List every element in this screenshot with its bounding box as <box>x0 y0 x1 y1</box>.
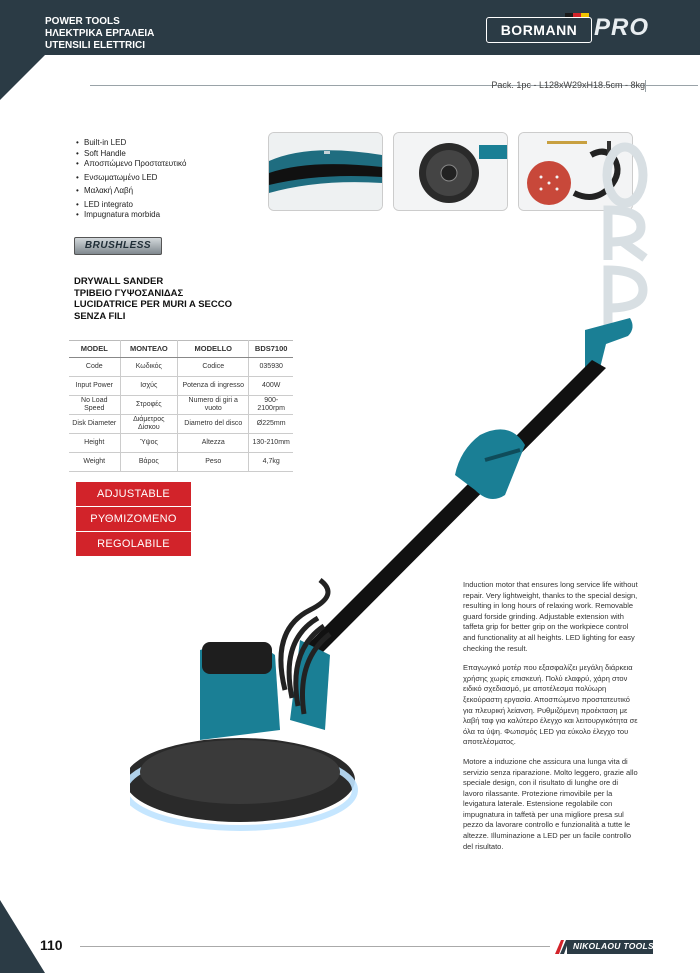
spec-cell: Codice <box>178 358 249 377</box>
spec-cell: 4,7kg <box>249 453 293 472</box>
title-line-en: DRYWALL SANDER <box>74 276 164 287</box>
title-line-it-2: SENZA FILI <box>74 310 126 322</box>
handle-led-detail-icon <box>269 133 382 210</box>
category-line-it: UTENSILI ELETTRICI <box>45 40 145 51</box>
footer-corner-decoration <box>0 900 45 973</box>
title-line-el: ΤΡΙΒΕΙΟ ΓΥΨΟΣΑΝΙΔΑΣ <box>74 287 184 299</box>
description-el: Επαγωγικό μοτέρ που εξασφαλίζει μεγάλη διάρκεια χρήσης χωρίς επισκευή. Πολύ ελαφρύ, χάρη στον ειδικό σχεδιασμό, με αποτέλεσμα πολύωρη ξεκούραστη εργασία. Αποσπώμενο προστατευτικό για πλευρική λείανση. Ρυθμιζόμενη προέκταση με λαβή ταφ για καλύτερο έλεγχο και λειτουργικότητα σε όλα τα ύψη. Φωτισμός LED για εύκολο έλεγχο του αποτελέσματος. <box>463 663 638 747</box>
spec-cell: Diametro del disco <box>178 415 249 434</box>
thumbnail-handle-led <box>268 132 383 211</box>
feature-list <box>76 138 186 221</box>
brand-name: BORMANN <box>486 17 592 43</box>
spec-header-cell: MODELLO <box>178 341 249 358</box>
sanding-disc-head-icon <box>394 133 507 210</box>
spec-cell: Ύψος <box>120 434 178 453</box>
spec-cell: Κωδικός <box>120 358 178 377</box>
description-it: Motore a induzione che assicura una lunga vita di servizio senza riparazione. Molto leggero, grazie allo speciale design, con il risultato di lunghe ore di lavoro rilassante. Protezione rimovibile per la levigatura laterale. Estensione regolabile con impugnatura in taffetà per una migliore presa sul pezzo da lavorare controllo e funzionalità a tutte le altezze. Illuminazione a LED per un facile controllo del risultato. <box>463 756 638 851</box>
spec-cell: Weight <box>69 453 120 472</box>
feature-item: • Impugnatura morbida <box>76 210 186 221</box>
spec-cell: Potenza di ingresso <box>178 377 249 396</box>
page-header <box>0 0 700 55</box>
badge-adjustable-el: ΡΥΘΜΙΖΟΜΕΝΟ <box>76 507 191 532</box>
spec-header-cell: ΜΟΝΤΕΛΟ <box>120 341 178 358</box>
brand-flag-icon <box>565 13 589 17</box>
spec-cell: 400W <box>249 377 293 396</box>
brand-logo <box>486 14 661 43</box>
pro-watermark-icon <box>583 130 663 330</box>
spec-cell: Disk Diameter <box>69 415 120 434</box>
category-label <box>45 16 154 52</box>
footer-divider <box>80 946 550 947</box>
spec-cell: Input Power <box>69 377 120 396</box>
spec-cell: Βάρος <box>120 453 178 472</box>
badge-adjustable-en: ADJUSTABLE <box>76 482 191 507</box>
brushless-badge: BRUSHLESS <box>74 237 162 255</box>
product-description <box>463 580 638 861</box>
header-corner-decoration <box>0 55 45 100</box>
distributor-name: NIKOLAOU TOOLS <box>573 941 655 951</box>
page-number: 110 <box>40 937 63 953</box>
description-en: Induction motor that ensures long service life without repair. Very lightweight, thanks to the special design, resulting in long hours of relaxing work. Removable guard forside grinding. Adjustable extension with taffeta grip for better grip on the workpiece control and functionality at all heights. LED lighting for easy checking the result. <box>463 580 638 653</box>
spec-cell: Ø225mm <box>249 415 293 434</box>
feature-item: • Soft Handle <box>76 149 186 160</box>
pack-info: Pack. 1pc - L128xW29xH18.5cm - 8kg <box>491 80 645 90</box>
spec-cell: Διάμετρος Δίσκου <box>120 415 178 434</box>
spec-cell: No Load Speed <box>69 396 120 415</box>
category-line-en: POWER TOOLS <box>45 16 120 27</box>
spec-header-cell: MODEL <box>69 341 120 358</box>
feature-item: • Ενσωματωμένο LED <box>76 173 186 184</box>
spec-cell: 130-210mm <box>249 434 293 453</box>
pack-divider-tick <box>645 80 646 92</box>
feature-item: • Built-in LED <box>76 138 186 149</box>
spec-cell: Numero di giri a vuoto <box>178 396 249 415</box>
spec-cell: 035930 <box>249 358 293 377</box>
feature-item: • Αποσπώμενο Προστατευτικό <box>76 159 186 170</box>
spec-cell: Peso <box>178 453 249 472</box>
badge-adjustable-it: REGOLABILE <box>76 532 191 557</box>
spec-cell: Code <box>69 358 120 377</box>
brand-suffix: PRO <box>594 14 650 41</box>
thumbnail-sanding-head <box>393 132 508 211</box>
spec-cell: 900-2100rpm <box>249 396 293 415</box>
distributor-logo <box>555 938 655 956</box>
feature-item: • LED integrato <box>76 200 186 211</box>
spec-cell: Height <box>69 434 120 453</box>
spec-cell: Στροφές <box>120 396 178 415</box>
feature-item: • Μαλακή Λαβή <box>76 186 186 197</box>
spec-header-cell: BDS7100 <box>249 341 293 358</box>
category-line-el: ΗΛΕΚΤΡΙΚΑ ΕΡΓΑΛΕΙΑ <box>45 28 155 39</box>
title-line-it: LUCIDATRICE PER MURI A SECCO <box>74 299 232 310</box>
spec-cell: Ισχύς <box>120 377 178 396</box>
spec-cell: Altezza <box>178 434 249 453</box>
